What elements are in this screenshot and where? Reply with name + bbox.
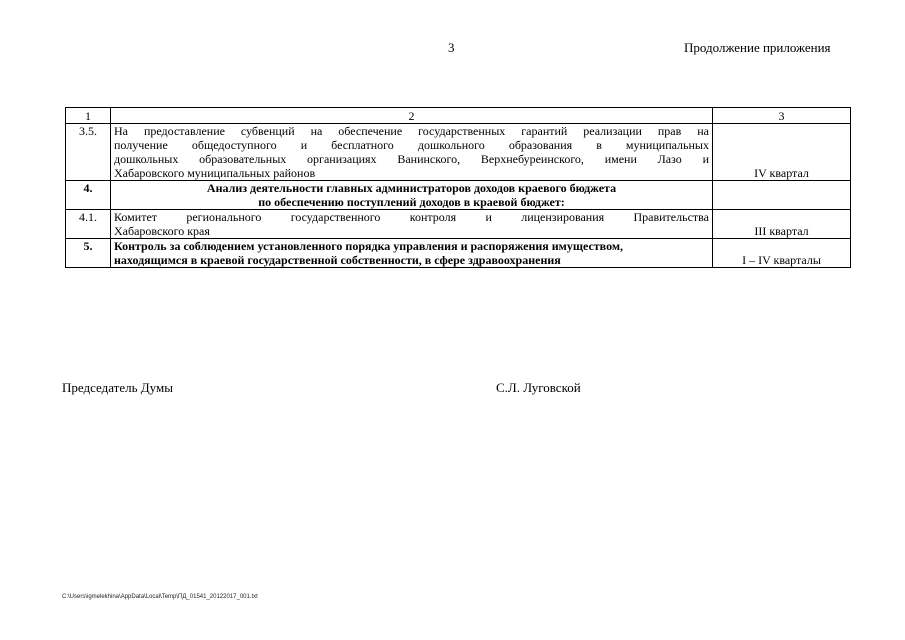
description-line: получение общедоступного и бесплатного дошкольного образования в муниципальных [114,138,709,152]
description-line: Комитет регионального государственного контроля и лицензирования Правительства [114,210,709,224]
table-header-row [66,108,851,124]
description-line: находящимся в краевой государственной собственности, в сфере здравоохранения [114,253,561,267]
row-number: 4.1. [66,210,111,239]
row-description [111,124,713,181]
file-path: C:\Users\igmelekhina\AppData\Local\Temp\ПД_01541_20122017_001.txt [62,594,258,600]
row-period [713,181,851,210]
row-description [111,210,713,239]
table-row [66,210,851,239]
column-header-2: 2 [111,108,713,124]
description-line: Анализ деятельности главных администраторов доходов краевого бюджета [206,181,617,195]
row-period: III квартал [713,210,851,239]
row-period: I – IV кварталы [713,239,851,268]
column-header-1: 1 [66,108,111,124]
description-line: Хабаровского края [114,224,210,238]
row-number: 5. [66,239,111,268]
description-line: Хабаровского муниципальных районов [114,166,316,180]
signature-name: С.Л. Луговской [496,380,581,395]
row-description [111,239,713,268]
description-line: дошкольных образовательных организациях Ванинского, Верхнебуреинского, имени Лазо и [114,152,709,166]
page-number: 3 [448,40,455,55]
continuation-label: Продолжение приложения [684,40,831,55]
table-row [66,239,851,268]
row-number: 3.5. [66,124,111,181]
row-description [111,181,713,210]
row-number: 4. [66,181,111,210]
row-period: IV квартал [713,124,851,181]
signature-role: Председатель Думы [62,380,173,395]
description-line: Контроль за соблюдением установленного порядка управления и распоряжения имуществом, [114,239,624,253]
table-row [66,181,851,210]
column-header-3: 3 [713,108,851,124]
table-row [66,124,851,181]
description-line: по обеспечению поступлений доходов в краевой бюджет: [258,195,565,209]
plan-table [65,107,851,268]
description-line: На предоставление субвенций на обеспечение государственных гарантий реализации прав на [114,124,709,138]
